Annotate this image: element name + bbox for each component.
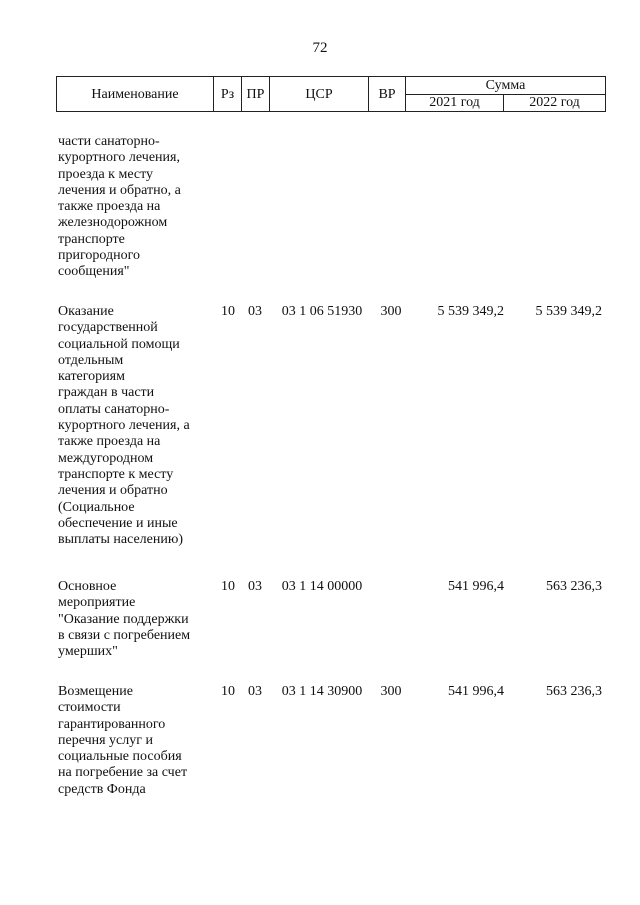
row-name-line: транспорте (58, 231, 125, 247)
row-vr: 300 (380, 684, 402, 699)
header-pr: ПР (242, 77, 270, 112)
header-vr: ВР (369, 77, 406, 112)
row-rz: 10 (221, 684, 235, 699)
row-name-line: курортного лечения, (58, 150, 180, 166)
header-csr: ЦСР (270, 77, 369, 112)
row-name (58, 579, 214, 660)
row-name-line: Основное (58, 579, 117, 594)
row-name-line: социальной помощи (58, 336, 180, 352)
header-rz: Рз (214, 77, 242, 112)
row-name-line: Возмещение (58, 684, 133, 699)
row-rz: 10 (221, 579, 235, 594)
row-sum-2022: 563 236,3 (546, 684, 602, 699)
row-name-line: Оказание (58, 304, 114, 319)
header-year-2021: 2021 год (406, 94, 504, 112)
row-name-line: "Оказание поддержки (58, 611, 189, 627)
header-name: Наименование (57, 77, 214, 112)
row-pr: 03 (248, 304, 262, 319)
page-number: 72 (312, 40, 328, 56)
row-name-line: сообщения" (58, 264, 130, 280)
row-pr: 03 (248, 684, 262, 699)
row-name-line: лечения и обратно (58, 483, 168, 499)
row-pr: 03 (248, 579, 262, 594)
row-name (58, 304, 214, 548)
row-name-line: в связи с погребением (58, 627, 191, 643)
row-name-line: транспорте к месту (58, 466, 174, 482)
row-name-line: части санаторно- (58, 134, 160, 149)
row-sum-2021: 5 539 349,2 (437, 304, 504, 319)
row-sum-2022: 5 539 349,2 (535, 304, 602, 319)
row-name-line: стоимости (58, 700, 121, 716)
row-name-line: выплаты населению) (58, 532, 183, 548)
row-csr: 03 1 14 00000 (281, 579, 363, 594)
row-name-line: обеспечение и иные (58, 515, 178, 531)
row-name-line: пригородного (58, 248, 140, 264)
row-name (58, 684, 214, 798)
row-name-line: также проезда на (58, 199, 161, 215)
row-name-line: граждан в части (58, 385, 155, 401)
row-name-line: умерших" (58, 644, 118, 660)
row-name-line: средств Фонда (58, 781, 146, 797)
row-name-line: лечения и обратно, а (58, 182, 181, 198)
row-name-line: на погребение за счет (58, 765, 188, 781)
row-name-line: перечня услуг и (58, 732, 153, 748)
row-csr: 03 1 14 30900 (281, 684, 363, 699)
row-name-line: отдельным (58, 352, 124, 368)
header-year-2022: 2022 год (504, 94, 606, 112)
header-sum: Сумма (406, 77, 606, 95)
row-sum-2021: 541 996,4 (448, 579, 504, 594)
row-name-line: междугородном (58, 450, 154, 466)
row-rz: 10 (221, 304, 235, 319)
row-name-line: социальные пособия (58, 749, 182, 765)
table-header (56, 76, 606, 112)
row-vr: 300 (380, 304, 402, 319)
row-name-line: курортного лечения, а (58, 418, 190, 434)
row-name-line: гарантированного (58, 716, 166, 732)
row-name-line: мероприятие (58, 595, 136, 611)
row-name-line: государственной (58, 320, 158, 336)
row-name-line: оплаты санаторно- (58, 401, 170, 417)
row-name-line: железнодорожном (58, 215, 168, 231)
row-name-line: категориям (58, 369, 125, 385)
row-sum-2021: 541 996,4 (448, 684, 504, 699)
row-csr: 03 1 06 51930 (281, 304, 363, 319)
row-name (58, 134, 214, 281)
row-name-line: проезда к месту (58, 166, 154, 182)
row-name-line: также проезда на (58, 434, 161, 450)
row-name-line: (Социальное (58, 499, 135, 515)
row-sum-2022: 563 236,3 (546, 579, 602, 594)
